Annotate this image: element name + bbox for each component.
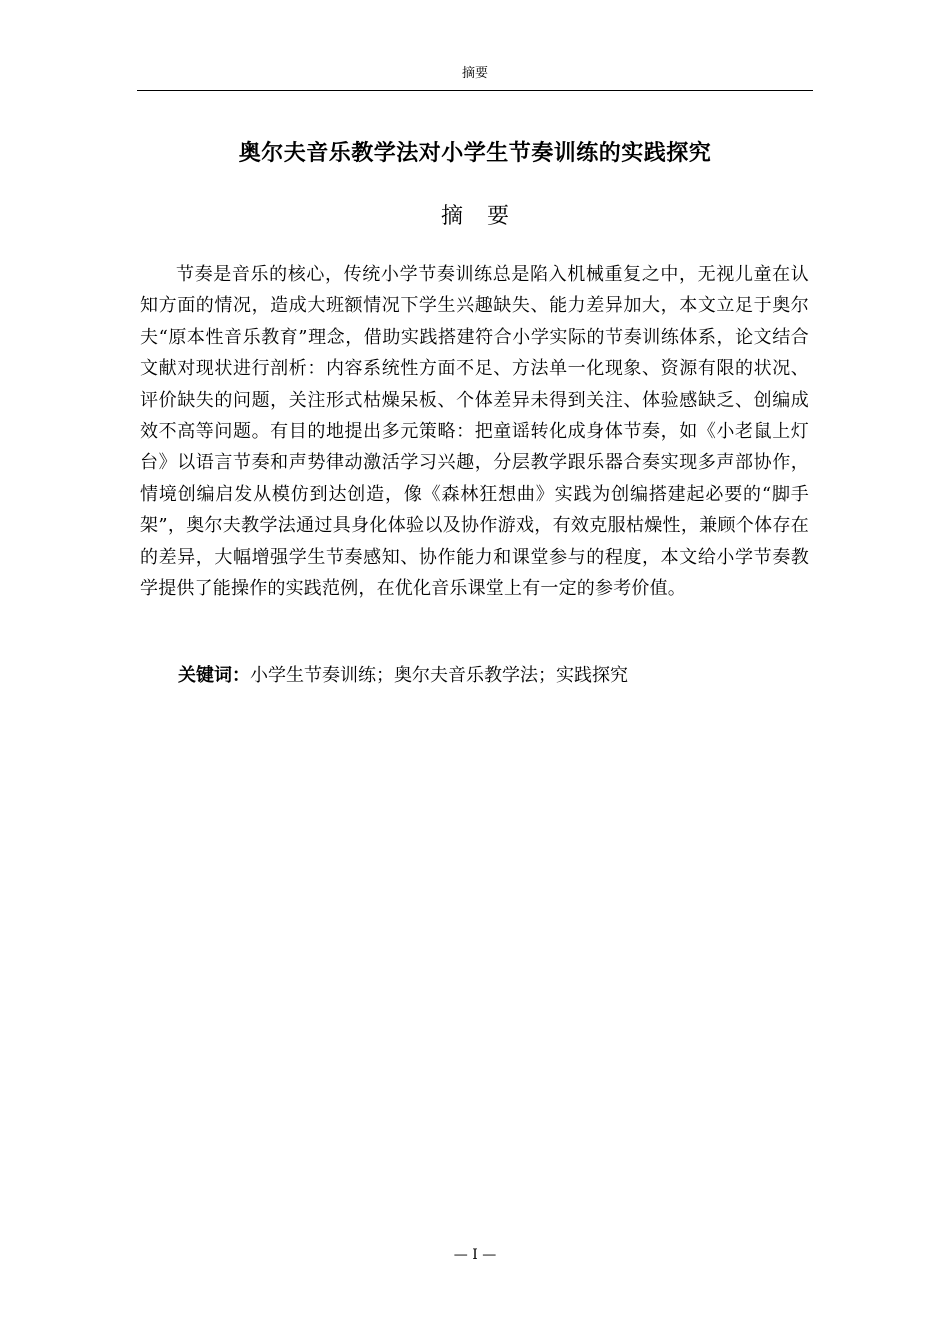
paper-title: 奥尔夫音乐教学法对小学生节奏训练的实践探究 bbox=[238, 141, 712, 166]
keywords bbox=[178, 660, 808, 691]
abstract-heading: 摘要 bbox=[440, 204, 533, 229]
keywords-text: 小学生节奏训练；奥尔夫音乐教学法；实践探究 bbox=[250, 665, 628, 686]
running-header bbox=[137, 64, 813, 91]
keywords-label: 关键词： bbox=[178, 665, 250, 686]
abstract-body: 节奏是音乐的核心，传统小学节奏训练总是陷入机械重复之中，无视儿童在认知方面的情况，造成大班额情况下学生兴趣缺失、能力差异加大，本文立足于奥尔夫“原本性音乐教育”理念，借助实践搭建符合小学实际的节奏训练体系，论文结合文献对现状进行剖析：内容系统性方面不足、方法单一化现象、资源有限的状况、评价缺失的问题，关注形式枯燥呆板、个体差异未得到关注、体验感缺乏、创编成效不高等问题。有目的地提出多元策略：把童谣转化成身体节奏，如《小老鼠上灯台》以语言节奏和声势律动激活学习兴趣，分层教学跟乐器合奏实现多声部协作，情境创编启发从模仿到达创造，像《森林狂想曲》实践为创编搭建起必要的“脚手架”，奥尔夫教学法通过具身化体验以及协作游戏，有效克服枯燥性，兼顾个体存在的差异，大幅增强学生节奏感知、协作能力和课堂参与的程度，本文给小学节奏教学提供了能操作的实践范例，在优化音乐课堂上有一定的参考价值。 bbox=[140, 264, 809, 600]
page-number: — I — bbox=[453, 1247, 497, 1263]
running-header-title: 摘要 bbox=[461, 66, 488, 81]
